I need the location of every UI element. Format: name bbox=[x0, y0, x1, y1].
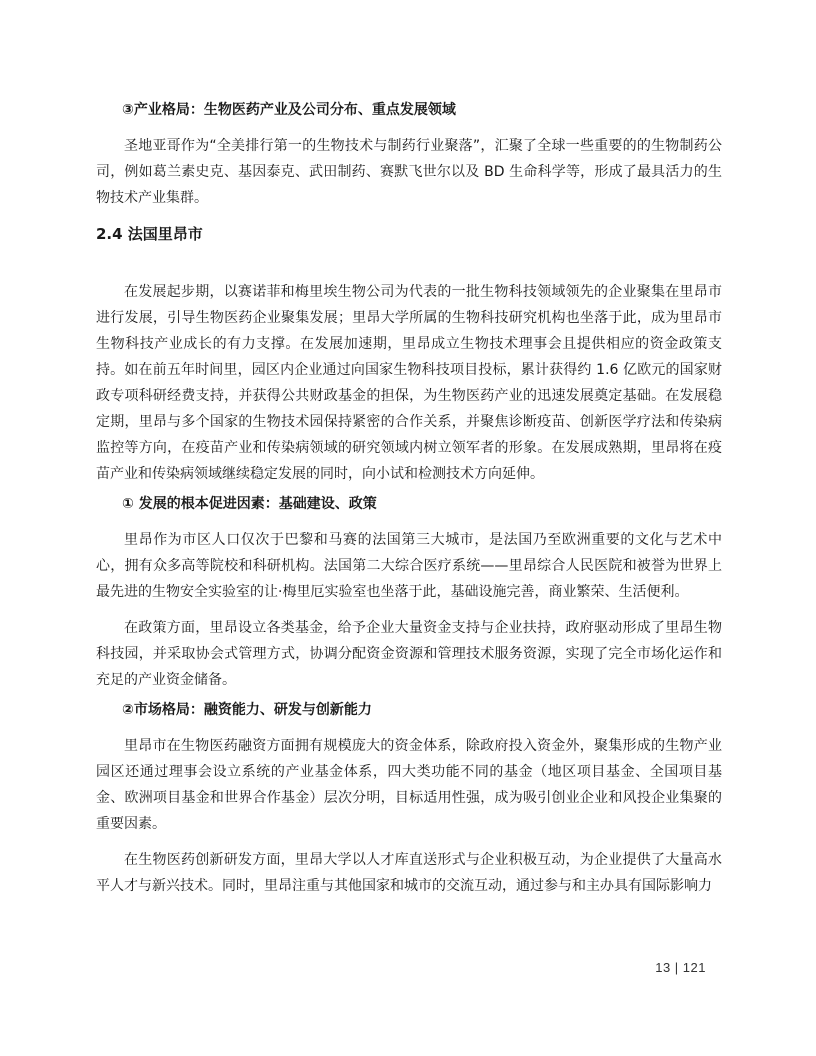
paragraph-lyon-infrastructure: 里昂作为市区人口仅次于巴黎和马赛的法国第三大城市，是法国乃至欧洲重要的文化与艺术中心，拥有众多高等院校和科研机构。法国第二大综合医疗系统——里昂综合人民医院和被誉为世界上最先进的生物安全实验室的让·梅里厄实验室也坐落于此，基础设施完善，商业繁荣、生活便利。 bbox=[96, 532, 722, 600]
section-heading-lyon: 2.4 法国里昂市 bbox=[96, 225, 203, 243]
spacer bbox=[96, 261, 722, 279]
page-number: 13 | 121 bbox=[655, 960, 706, 975]
section-heading-market-layout: ②市场格局：融资能力、研发与创新能力 bbox=[122, 702, 372, 718]
paragraph-lyon-innovation: 在生物医药创新研发方面，里昂大学以人才库直送形式与企业积极互动，为企业提供了大量高水平人才与新兴技术。同时，里昂注重与其他国家和城市的交流互动，通过参与和主办具有国际影响力 bbox=[96, 852, 722, 894]
paragraph-lyon-financing: 里昂市在生物医药融资方面拥有规模庞大的资金体系，除政府投入资金外，聚集形成的生物产业园区还通过理事会设立系统的产业基金体系，四大类功能不同的基金（地区项目基金、全国项目基金、欧洲项目基金和世界合作基金）层次分明，目标适用性强，成为吸引创业企业和风投企业集聚的重要因素。 bbox=[96, 738, 722, 832]
paragraph-lyon-policy: 在政策方面，里昂设立各类基金，给予企业大量资金支持与企业扶持，政府驱动形成了里昂生物科技园，并采取协会式管理方式，协调分配资金资源和管理技术服务资源，实现了完全市场化运作和充足的产业资金储备。 bbox=[96, 620, 722, 688]
page-content bbox=[96, 97, 722, 909]
section-heading-industry-layout: ③产业格局：生物医药产业及公司分布、重点发展领域 bbox=[122, 102, 456, 118]
paragraph-lyon-development: 在发展起步期，以赛诺菲和梅里埃生物公司为代表的一批生物科技领域领先的企业聚集在里昂市进行发展，引导生物医药企业聚集发展；里昂大学所属的生物科技研究机构也坐落于此，成为里昂市生物科技产业成长的有力支撑。在发展加速期，里昂成立生物技术理事会且提供相应的资金政策支持。如在前五年时间里，园区内企业通过向国家生物科技项目投标，累计获得约 1.6 亿欧元的国家财政专项科研经费支持，并获得公共财政基金的担保，为生物医药产业的迅速发展奠定基础。在发展稳定期，里昂与多个国家的生物技术园保持紧密的合作关系，并聚焦诊断疫苗、创新医学疗法和传染病监控等方向，在疫苗产业和传染病领域的研究领域内树立领军者的形象。在发展成熟期，里昂将在疫苗产业和传染病领域继续稳定发展的同时，向小试和检测技术方向延伸。 bbox=[96, 284, 722, 482]
paragraph-san-diego: 圣地亚哥作为“全美排行第一的生物技术与制药行业聚落”，汇聚了全球一些重要的的生物制药公司，例如葛兰素史克、基因泰克、武田制药、赛默飞世尔以及 BD 生命科学等，形成了最具活力的生物技术产业集群。 bbox=[96, 138, 722, 206]
section-heading-driving-factors: ① 发展的根本促进因素：基础建设、政策 bbox=[122, 496, 377, 512]
